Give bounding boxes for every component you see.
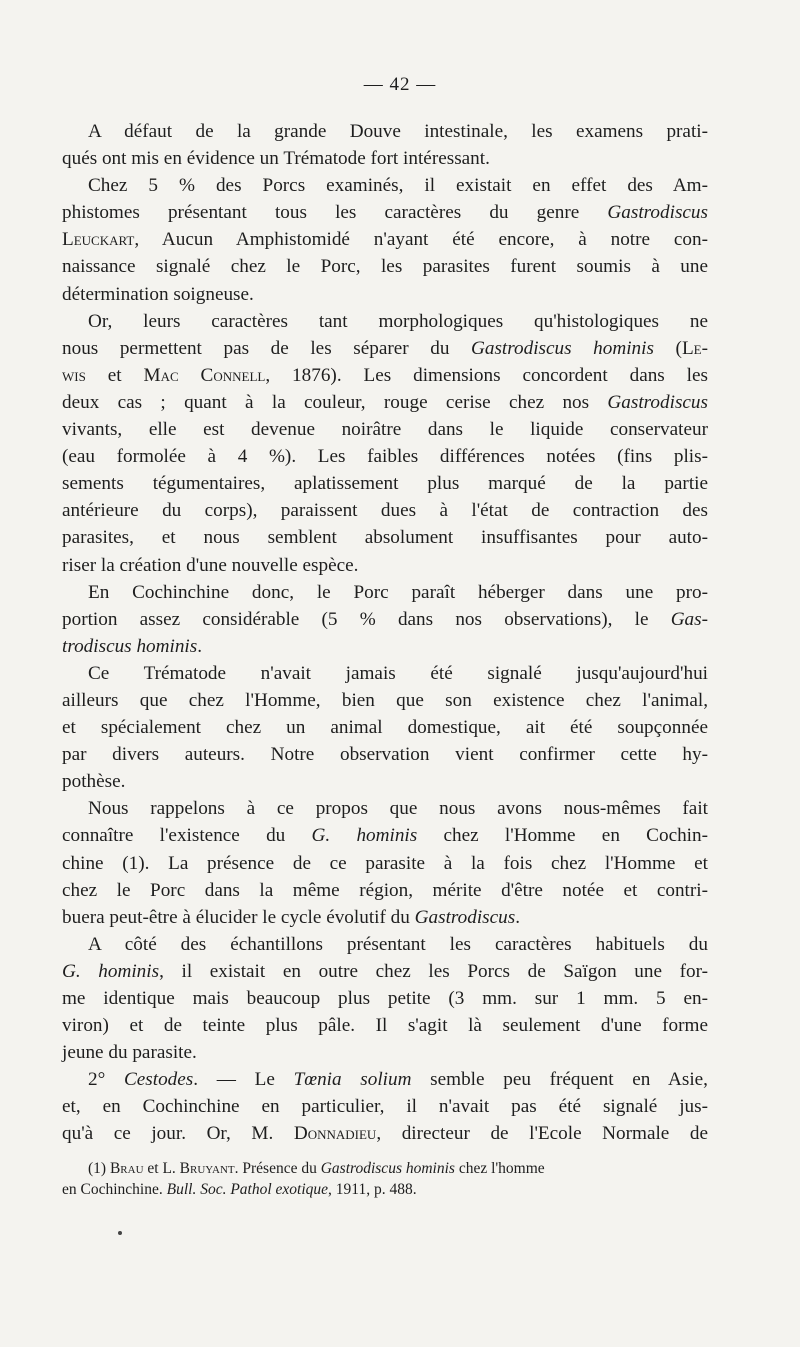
text-line-segment: par divers auteurs. Notre observation vient confirmer cette hy- bbox=[62, 744, 708, 766]
text-line bbox=[62, 931, 708, 958]
text-line-segment: viron) et de teinte plus pâle. Il s'agit là seulement d'une forme bbox=[62, 1015, 708, 1037]
text-line-segment: me identique mais beaucoup plus petite (3 mm. sur 1 mm. 5 en- bbox=[62, 988, 708, 1009]
text-line-segment: A côté des échantillons présentant les caractères habituels du bbox=[88, 933, 708, 955]
text-line-segment: qués ont mis en évidence un Trématode fort intéressant. bbox=[62, 148, 490, 170]
text-line-segment: wis bbox=[62, 364, 86, 386]
text-line-segment: 2° bbox=[88, 1069, 124, 1091]
footnote-line bbox=[62, 1179, 562, 1200]
text-line-segment: A défaut de la grande Douve intestinale, les examens prati- bbox=[88, 121, 708, 142]
text-line bbox=[62, 768, 708, 795]
text-line bbox=[62, 335, 708, 362]
text-line-segment: et bbox=[85, 364, 144, 386]
body-text bbox=[62, 118, 708, 1148]
text-line-segment: Ce Trématode n'avait jamais été signalé jusqu'aujourd'hui bbox=[88, 662, 708, 684]
text-line-segment: Le- bbox=[681, 337, 708, 359]
text-line bbox=[62, 524, 708, 551]
text-line-segment: sements tégumentaires, aplatissement plus marqué de la partie bbox=[62, 473, 708, 495]
text-line-segment: G. hominis bbox=[62, 960, 160, 982]
text-line-segment: Mac Connell bbox=[143, 364, 266, 386]
text-line bbox=[62, 579, 708, 606]
text-line bbox=[62, 389, 708, 416]
text-line bbox=[62, 443, 708, 470]
footnote-line-segment: , 1911, p. 488. bbox=[328, 1181, 417, 1198]
footnote-line-segment: . Présence du bbox=[234, 1160, 321, 1177]
text-line-segment: parasites, et nous semblent absolument insuffisantes pour auto- bbox=[62, 527, 708, 549]
text-line-segment: . — Le bbox=[193, 1069, 294, 1091]
text-line bbox=[62, 253, 708, 280]
text-line bbox=[62, 416, 708, 443]
text-line bbox=[62, 118, 708, 145]
text-line bbox=[62, 497, 708, 524]
text-line bbox=[62, 660, 708, 687]
text-line-segment: , directeur de l'Ecole Normale de bbox=[376, 1123, 708, 1145]
text-line bbox=[62, 1120, 708, 1147]
text-line bbox=[62, 741, 708, 768]
text-line-segment: riser la création d'une nouvelle espèce. bbox=[62, 554, 359, 576]
text-line-segment: deux cas ; quant à la couleur, rouge cerise chez nos bbox=[62, 391, 608, 413]
text-line-segment: naissance signalé chez le Porc, les parasites furent soumis à une bbox=[62, 256, 708, 278]
text-line-segment: semble peu fréquent en Asie, bbox=[411, 1069, 708, 1091]
text-line bbox=[62, 958, 708, 985]
text-line bbox=[62, 687, 708, 714]
text-line-segment: chez l'Homme en Cochin- bbox=[417, 825, 708, 847]
text-line bbox=[62, 714, 708, 741]
text-line-segment: ailleurs que chez l'Homme, bien que son existence chez l'animal, bbox=[62, 689, 708, 711]
text-line-segment: qu'à ce jour. Or, M. bbox=[62, 1123, 294, 1145]
text-line bbox=[62, 470, 708, 497]
text-line-segment: , il existait en outre chez les Porcs de Saïgon une for- bbox=[159, 960, 709, 982]
text-line bbox=[62, 172, 708, 199]
text-line-segment: antérieure du corps), paraissent dues à l'état de contraction des bbox=[62, 500, 708, 522]
footnote-line-segment: chez l'homme bbox=[454, 1160, 545, 1177]
text-line-segment: connaître l'existence du bbox=[62, 825, 312, 847]
text-line-segment: buera peut-être à élucider le cycle évolutif du bbox=[62, 906, 415, 928]
text-line-segment: détermination soigneuse. bbox=[62, 283, 254, 305]
text-line-segment: Gastrodiscus bbox=[414, 906, 516, 928]
text-line-segment: et, en Cochinchine en particulier, il n'avait pas été signalé jus- bbox=[62, 1096, 708, 1118]
text-line bbox=[62, 877, 708, 904]
text-line bbox=[62, 904, 708, 931]
text-line-segment: Gastrodiscus hominis bbox=[471, 337, 654, 359]
text-line-segment: Gastrodiscus bbox=[607, 391, 708, 413]
text-line bbox=[62, 308, 708, 335]
footnote-line-segment: L. Bruyant bbox=[162, 1160, 235, 1177]
text-line-segment: En Cochinchine donc, le Porc paraît héberger dans une pro- bbox=[88, 581, 708, 603]
text-line bbox=[62, 822, 708, 849]
text-line-segment: nous permettent pas de les séparer du bbox=[62, 337, 472, 359]
text-line-segment: Cestodes bbox=[123, 1069, 194, 1091]
text-line-segment: pothèse. bbox=[62, 771, 126, 793]
text-line-segment: Chez 5 % des Porcs examinés, il existait en effet des Am- bbox=[88, 175, 708, 197]
footnote bbox=[62, 1158, 562, 1200]
text-line bbox=[62, 985, 708, 1012]
text-line bbox=[62, 795, 708, 822]
footnote-line bbox=[62, 1158, 562, 1179]
text-line-segment: Or, leurs caractères tant morphologiques qu'histologiques ne bbox=[88, 310, 708, 332]
text-line bbox=[62, 1093, 708, 1120]
text-line bbox=[62, 362, 708, 389]
text-line-segment: ( bbox=[653, 337, 682, 359]
text-line-segment: Leuckart bbox=[62, 229, 135, 251]
text-line bbox=[62, 281, 708, 308]
text-line bbox=[62, 1012, 708, 1039]
text-line-segment: Gas- bbox=[670, 608, 708, 630]
text-line-segment: jeune du parasite. bbox=[62, 1042, 197, 1064]
text-line bbox=[62, 1066, 708, 1093]
text-line bbox=[62, 850, 708, 877]
text-line-segment: Nous rappelons à ce propos que nous avons nous-mêmes fait bbox=[88, 798, 708, 820]
text-line bbox=[62, 226, 708, 253]
text-line-segment: trodiscus hominis bbox=[62, 635, 198, 657]
stray-mark bbox=[118, 1231, 122, 1235]
text-line-segment: portion assez considérable (5 % dans nos observations), le bbox=[62, 608, 671, 630]
text-line bbox=[62, 145, 708, 172]
text-line bbox=[62, 199, 708, 226]
footnote-line-segment: en Cochinchine. bbox=[62, 1181, 167, 1198]
text-line bbox=[62, 633, 708, 660]
text-line bbox=[62, 1039, 708, 1066]
text-line-segment: , 1876). Les dimensions concordent dans les bbox=[265, 364, 708, 386]
text-line-segment: et spécialement chez un animal domestique, ait été soupçonnée bbox=[62, 717, 708, 739]
footnote-line-segment: et bbox=[143, 1160, 163, 1177]
text-line bbox=[62, 552, 708, 579]
text-line bbox=[62, 606, 708, 633]
text-line-segment: , Aucun Amphistomidé n'ayant été encore, à notre con- bbox=[134, 229, 708, 251]
text-line-segment: Gastrodiscus bbox=[607, 202, 708, 224]
text-line-segment: chine (1). La présence de ce parasite à la fois chez l'Homme et bbox=[62, 852, 708, 874]
text-line-segment: Donnadieu bbox=[293, 1123, 377, 1145]
footnote-line-segment: Gastrodiscus hominis bbox=[320, 1160, 455, 1177]
text-line-segment: Tœnia solium bbox=[293, 1069, 412, 1091]
page-number: — 42 — bbox=[363, 74, 437, 95]
footnote-line-segment: (1) bbox=[88, 1160, 110, 1177]
text-line-segment: phistomes présentant tous les caractères du genre bbox=[62, 202, 608, 224]
text-line-segment: G. hominis bbox=[311, 825, 418, 847]
text-line-segment: vivants, elle est devenue noirâtre dans le liquide conservateur bbox=[62, 419, 708, 441]
text-line-segment: . bbox=[515, 906, 521, 928]
text-line-segment: . bbox=[197, 635, 203, 657]
footnote-line-segment: Brau bbox=[109, 1160, 144, 1177]
text-line-segment: (eau formolée à 4 %). Les faibles différences notées (fins plis- bbox=[62, 446, 708, 468]
text-line-segment: chez le Porc dans la même région, mérite d'être notée et contri- bbox=[62, 879, 708, 901]
footnote-line-segment: Bull. Soc. Pathol exotique bbox=[166, 1181, 329, 1198]
